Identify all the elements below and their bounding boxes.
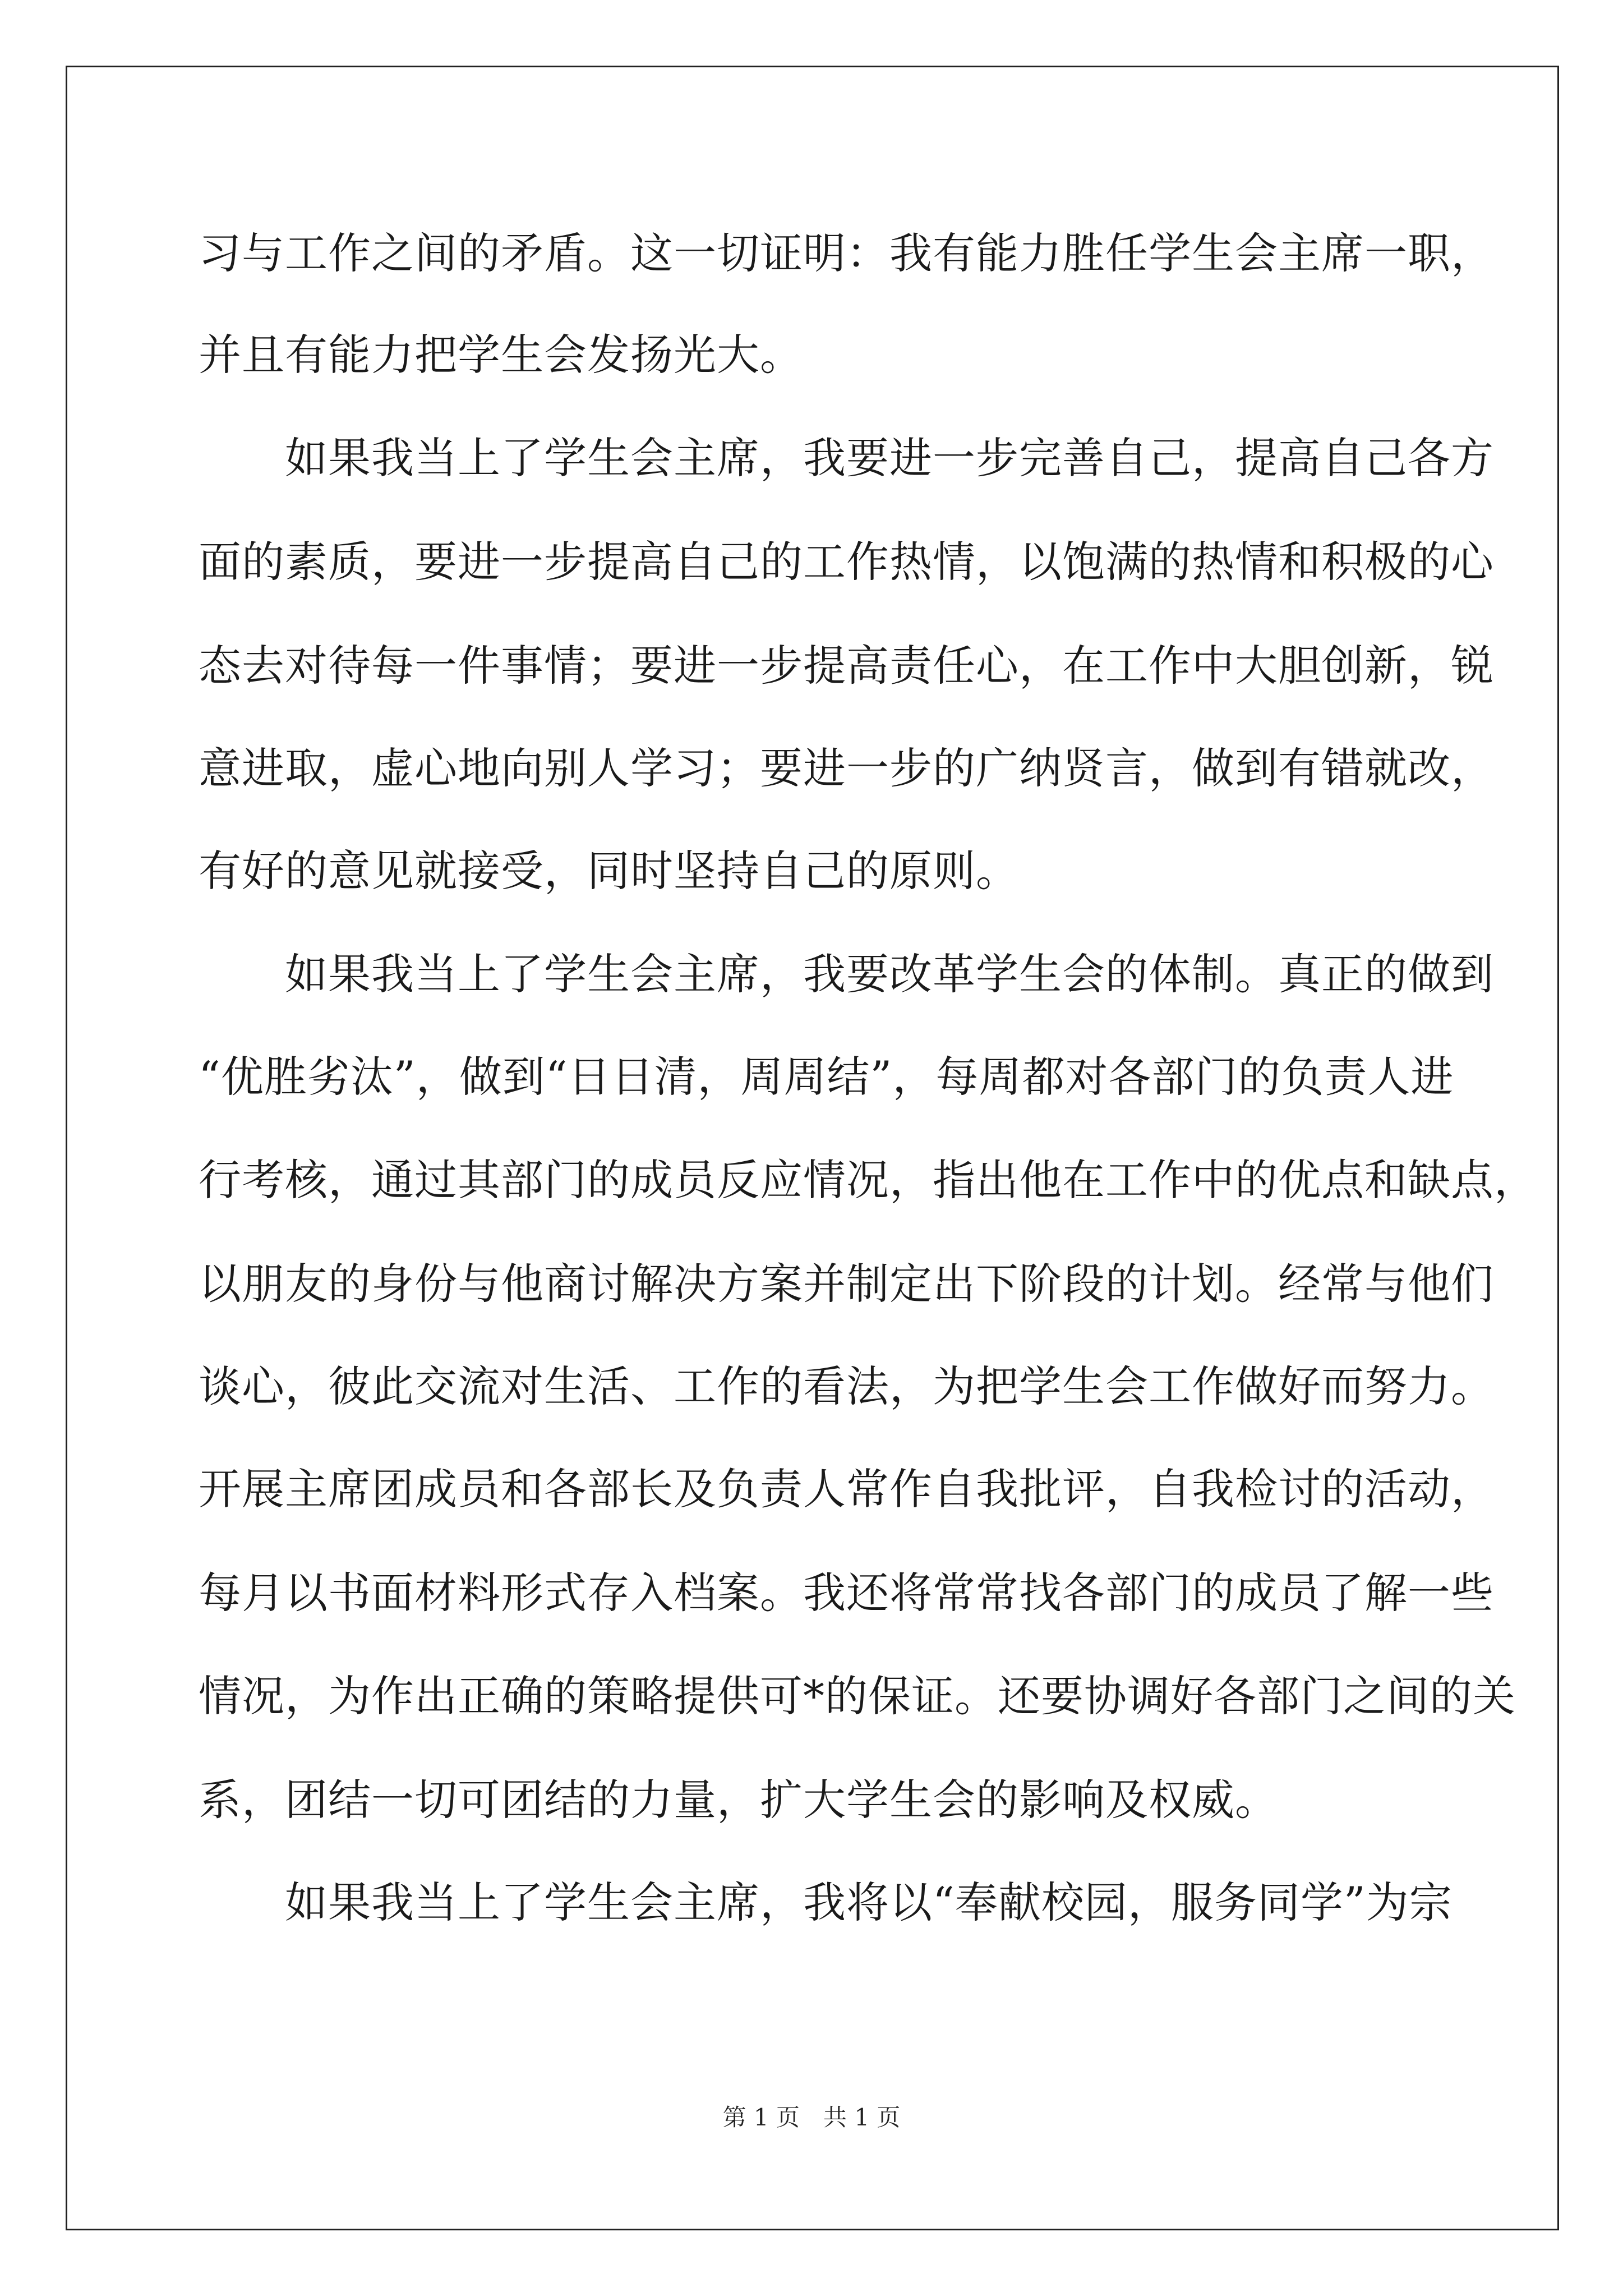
text-line: 习与工作之间的矛盾。这一切证明：我有能力胜任学生会主席一职，: [199, 228, 1494, 278]
text-line: 以朋友的身份与他商讨解决方案并制定出下阶段的计划。经常与他们: [199, 1259, 1494, 1309]
text-line: 并且有能力把学生会发扬光大。: [199, 330, 803, 380]
text-line: 系，团结一切可团结的力量，扩大学生会的影响及权威。: [199, 1775, 1278, 1825]
text-line: 面的素质，要进一步提高自己的工作热情，以饱满的热情和积极的心: [199, 537, 1494, 587]
text-line: 态去对待每一件事情；要进一步提高责任心，在工作中大胆创新，锐: [199, 641, 1494, 691]
text-line: 如果我当上了学生会主席，我将以“奉献校园，服务同学”为宗: [199, 1878, 1453, 1927]
text-line: 有好的意见就接受，同时坚持自己的原则。: [199, 846, 1019, 896]
text-line: 每月以书面材料形式存入档案。我还将常常找各部门的成员了解一些: [199, 1568, 1494, 1618]
text-line: 行考核，通过其部门的成员反应情况，指出他在工作中的优点和缺点，: [199, 1155, 1537, 1205]
text-line: 如果我当上了学生会主席，我要改革学生会的体制。真正的做到: [199, 949, 1494, 999]
text-line: 开展主席团成员和各部长及负责人常作自我批评，自我检讨的活动，: [199, 1464, 1494, 1514]
text-line: 意进取，虚心地向别人学习；要进一步的广纳贤言，做到有错就改，: [199, 743, 1494, 793]
text-line: “优胜劣汰”，做到“日日清，周周结”，每周都对各部门的负责人进: [199, 1052, 1454, 1102]
text-line: 如果我当上了学生会主席，我要进一步完善自己，提高自己各方: [199, 433, 1494, 483]
text-line: 谈心，彼此交流对生活、工作的看法，为把学生会工作做好而努力。: [199, 1361, 1494, 1411]
page-number: 第 1 页 共 1 页: [722, 2104, 901, 2131]
text-line: 情况，为作出正确的策略提供可*的保证。还要协调好各部门之间的关: [199, 1671, 1516, 1721]
